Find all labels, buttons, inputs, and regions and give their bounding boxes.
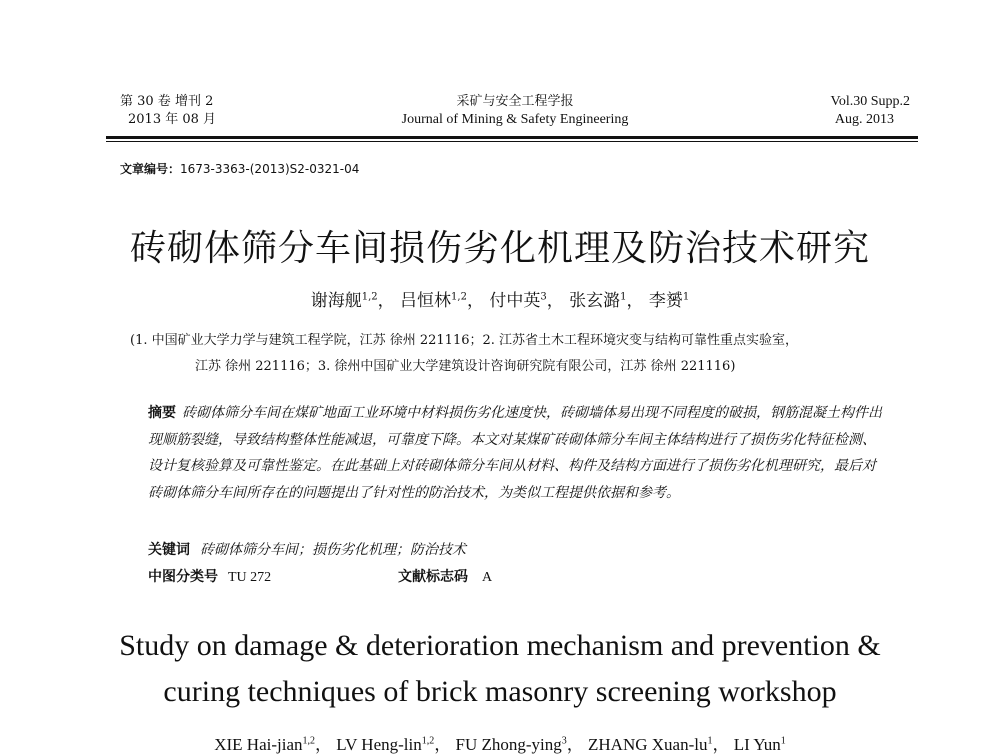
document-code-value: A: [482, 570, 493, 585]
abstract: [148, 400, 888, 506]
volume-en: Vol.30 Supp.2: [830, 94, 910, 109]
classification-number: [148, 566, 271, 586]
header-rule-thick: [106, 136, 918, 139]
article-number-label: 文章编号：: [120, 162, 181, 176]
keywords: [148, 539, 466, 559]
classification-label: 中图分类号: [148, 569, 218, 585]
date-en: Aug. 2013: [834, 112, 894, 127]
author-en: FU Zhong-ying$^3$: [455, 735, 567, 754]
journal-volume-en-block: [770, 93, 910, 129]
journal-volume-block: [120, 93, 216, 129]
author-cn: 付中英$^3$: [489, 291, 547, 311]
classification-value: TU 272: [228, 570, 272, 585]
volume-issue-cn: 第 30 卷 增刊 2: [120, 94, 214, 109]
keywords-text: 砖砌体筛分车间；损伤劣化机理；防治技术: [200, 542, 466, 558]
title-cn: 砖砌体筛分车间损伤劣化机理及防治技术研究: [129, 228, 870, 269]
title-en-line-1: Study on damage & deterioration mechanism and prevention &: [119, 629, 881, 662]
author-cn: 谢海舰$^{1,2}$: [310, 291, 378, 311]
journal-name-cn: 采矿与安全工程学报: [456, 94, 574, 109]
abstract-text: 砖砌体筛分车间在煤矿地面工业环境中材料损伤劣化速度快，砖砌墙体易出现不同程度的破损，钢筋混凝土构件出现顺筋裂缝，导致结构整体性能减退，可靠度下降。本文对某煤矿砖砌体筛分车间主体结构进行了损伤劣化特征检测、设计复核验算及可靠性鉴定。在此基础上对砖砌体筛分车间从材料、构件及结构方面进行了损伤劣化机理研究，最后对砖砌体筛分车间所存在的问题提出了针对性的防治技术，为类似工程提供依据和参考。: [148, 405, 882, 501]
document-code: [398, 566, 492, 586]
date-cn: 2013 年 08 月: [128, 112, 217, 127]
affiliation-line-1: (1. 中国矿业大学力学与建筑工程学院，江苏 徐州 221116；2. 江苏省土木工程环境灾变与结构可靠性重点实验室，: [130, 333, 799, 348]
abstract-label: 摘要: [148, 405, 176, 421]
keywords-label: 关键词: [148, 542, 190, 558]
author-cn: 张玄潞$^1$: [569, 291, 627, 311]
document-code-label: 文献标志码: [398, 569, 468, 585]
author-en: XIE Hai-jian$^{1,2}$: [214, 735, 316, 754]
journal-name-block: [385, 93, 645, 129]
affiliation-line-2: 江苏 徐州 221116；3. 徐州中国矿业大学建筑设计咨询研究院有限公司，江苏 徐州 221116): [195, 359, 736, 374]
author-cn: 李赟$^1$: [648, 291, 690, 311]
author-en: LI Yun$^1$: [733, 735, 786, 754]
author-en: ZHANG Xuan-$lu^1$: [588, 735, 713, 754]
article-number: [120, 160, 359, 177]
header-rule-thin: [106, 141, 918, 142]
article-number-value: 1673-3363-(2013)S2-0321-04: [180, 162, 360, 176]
author-en: LV Heng-lin$^{1,2}$: [336, 735, 435, 754]
authors-en: XIE Hai-jian$^{1,2}$， LV Heng-lin$^{1,2}$， FU Zhong-ying$^3$， ZHANG Xuan-$lu^1$， LI Yun$^1$: [214, 735, 786, 754]
title-en-line-2: curing techniques of brick masonry screening workshop: [163, 675, 837, 708]
authors-cn: 谢海舰$^{1,2}$， 吕恒林$^{1,2}$， 付中英$^3$， 张玄潞$^1$， 李赟$^1$: [310, 291, 690, 311]
author-cn: 吕恒林$^{1,2}$: [400, 291, 467, 311]
journal-name-en: Journal of Mining & Safety Engineering: [401, 112, 629, 127]
